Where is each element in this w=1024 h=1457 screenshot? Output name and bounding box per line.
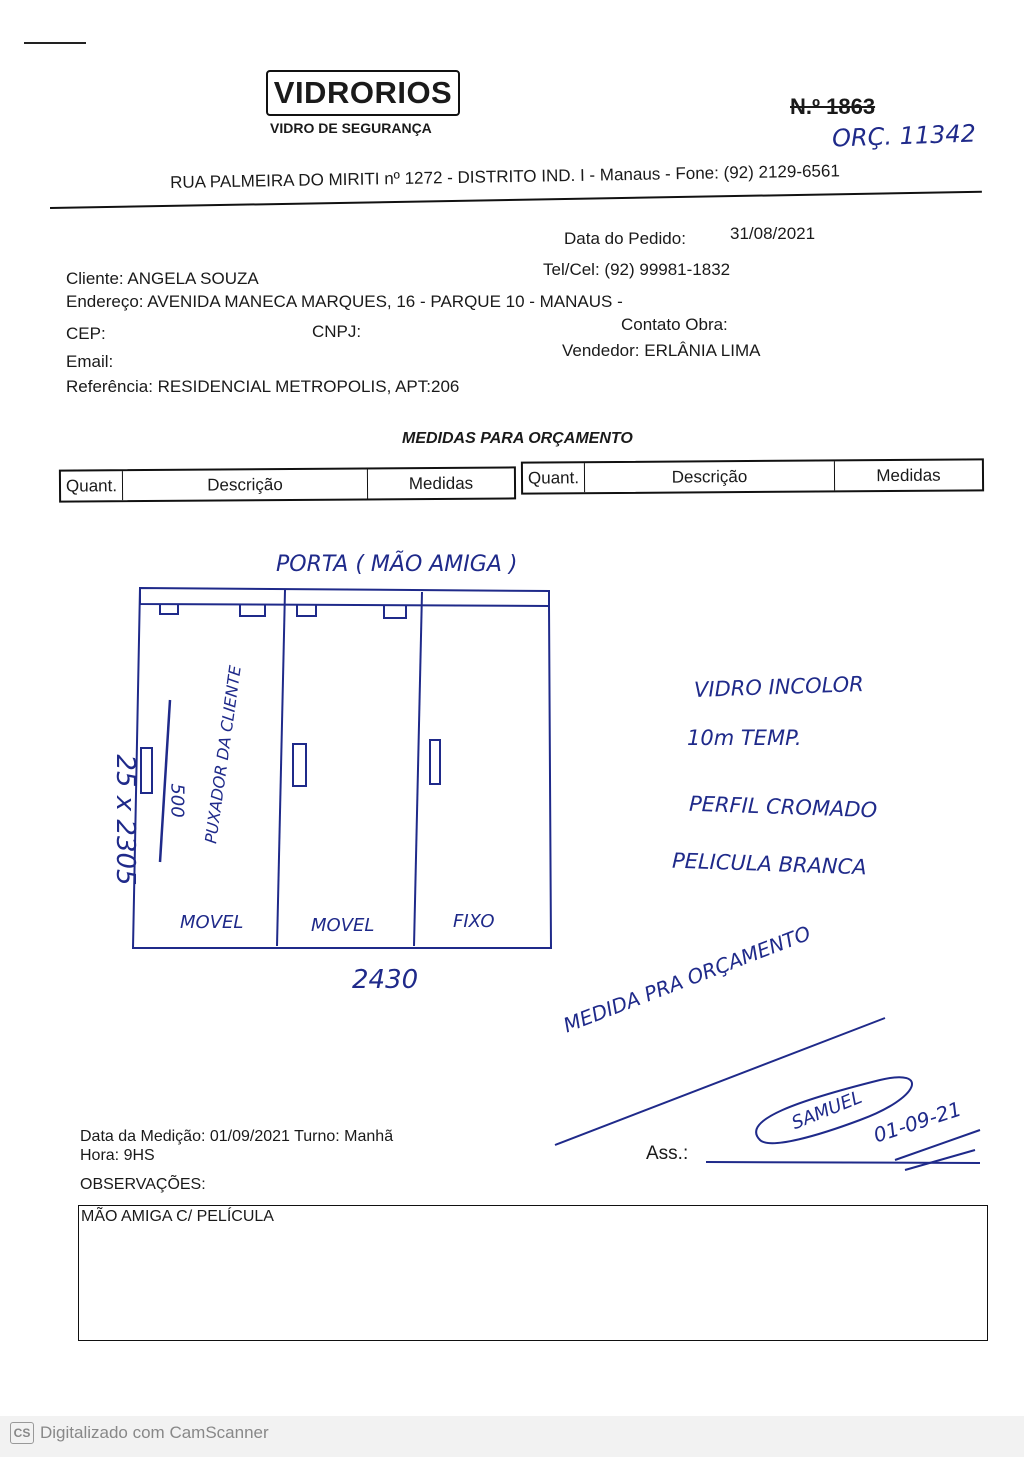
height-label: 25 x 2305 <box>110 754 140 886</box>
endereco: Endereço: AVENIDA MANECA MARQUES, 16 - PARQUE 10 - MANAUS - <box>66 292 623 311</box>
referencia: Referência: RESIDENCIAL METROPOLIS, APT:206 <box>66 377 460 396</box>
data-pedido-value: 31/08/2021 <box>730 224 816 243</box>
observacoes-text: MÃO AMIGA C/ PELÍCULA <box>81 1208 274 1225</box>
col-descricao: Descrição <box>585 461 835 492</box>
panel-label-2: MOVEL <box>311 915 375 936</box>
section-title: MEDIDAS PARA ORÇAMENTO <box>402 430 633 447</box>
vendedor: Vendedor: ERLÂNIA LIMA <box>562 341 761 360</box>
sketch-top-rail <box>140 588 549 606</box>
note-pelicula: PELICULA BRANCA <box>671 848 868 880</box>
brand-logo: VIDRORIOS <box>266 70 460 116</box>
note-vidro: VIDRO INCOLOR <box>693 672 865 702</box>
signature-date: 01-09-21 <box>870 1096 965 1148</box>
camscanner-footer <box>10 1422 269 1444</box>
panel-label-3: FIXO <box>453 911 495 932</box>
note-espessura: 10m TEMP. <box>687 726 802 750</box>
sketch-outer-frame <box>133 588 551 948</box>
cliente: Cliente: ANGELA SOUZA <box>66 269 259 288</box>
col-quant: Quant. <box>523 463 585 492</box>
puxador-size: 500 <box>166 783 188 818</box>
puxador-label: PUXADOR DA CLIENTE <box>201 664 245 845</box>
col-medidas: Medidas <box>876 465 941 485</box>
panel-label-1: MOVEL <box>180 912 244 933</box>
telefone: Tel/Cel: (92) 99981-1832 <box>543 260 731 279</box>
signature-name: SAMUEL <box>788 1086 866 1135</box>
orcamento-number: ORÇ. 11342 <box>831 119 977 153</box>
medicao-line2: Hora: 9HS <box>80 1147 155 1164</box>
camscanner-text: Digitalizado com CamScanner <box>40 1423 269 1442</box>
sketch-divider-2 <box>414 592 422 946</box>
col-quant: Quant. <box>61 471 123 500</box>
camscanner-icon: CS <box>10 1422 34 1444</box>
sketch-divider-1 <box>277 590 285 946</box>
brand-tagline: VIDRO DE SEGURANÇA <box>270 120 432 136</box>
assinatura-label: Ass.: <box>646 1143 689 1164</box>
cnpj: CNPJ: <box>312 322 362 341</box>
note-perfil: PERFIL CROMADO <box>688 791 878 823</box>
company-address: RUA PALMEIRA DO MIRITI nº 1272 - DISTRITO IND. I - Manaus - Fone: (92) 2129-6561 <box>170 161 840 192</box>
email: Email: <box>66 352 114 371</box>
width-label: 2430 <box>352 965 419 995</box>
col-medidas: Medidas <box>408 473 474 493</box>
cep: CEP: <box>66 324 106 343</box>
observacoes-box <box>78 1205 988 1341</box>
medida-note: MEDIDA PRA ORÇAMENTO <box>560 920 814 1038</box>
contato-obra: Contato Obra: <box>621 315 728 334</box>
observacoes-label: OBSERVAÇÕES: <box>80 1176 206 1193</box>
col-descricao: Descrição <box>123 469 368 500</box>
data-pedido-label: Data do Pedido: <box>564 229 686 248</box>
sketch-title: PORTA ( MÃO AMIGA ) <box>276 552 518 577</box>
medicao-line1: Data da Medição: 01/09/2021 Turno: Manhã <box>80 1128 394 1145</box>
document-number: N.º 1863 <box>790 94 876 119</box>
